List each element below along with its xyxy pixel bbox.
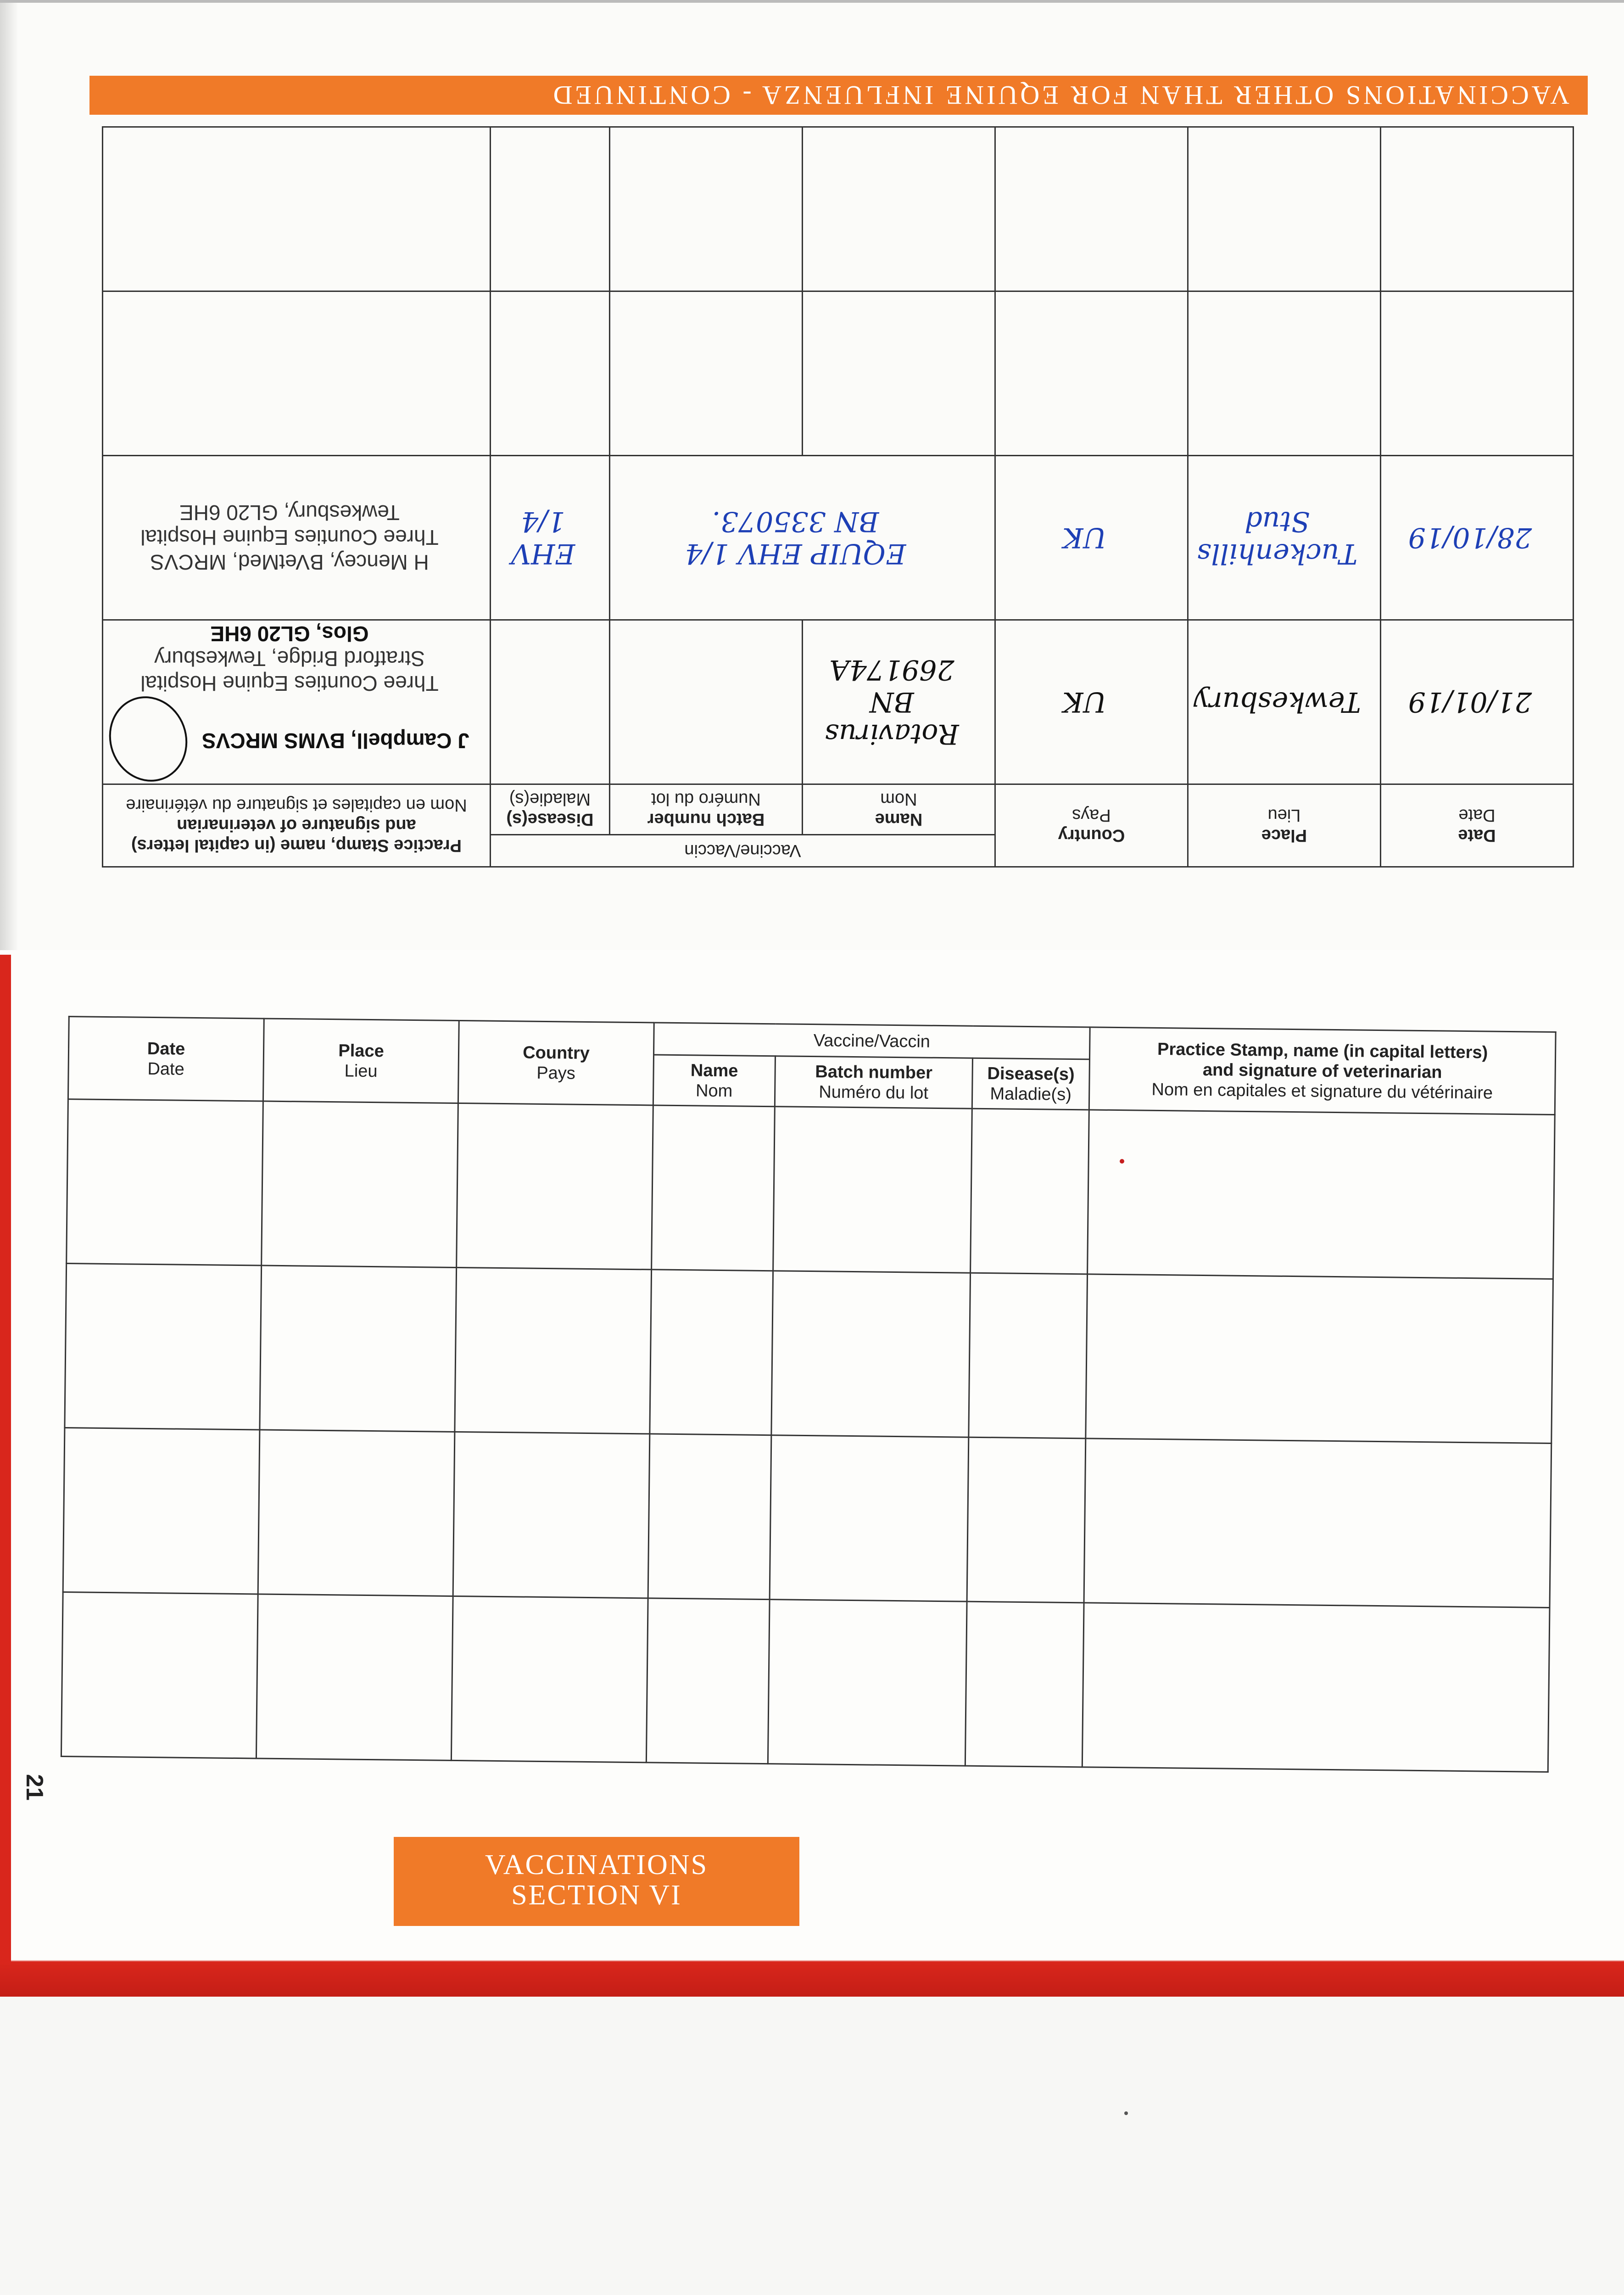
stamp-line: Three Counties Equine Hospital [140, 672, 439, 696]
cell-empty [258, 1430, 455, 1596]
speck-mark [1124, 2111, 1128, 2115]
table-row [102, 620, 1573, 784]
cell-disease: EHV 1/4 [490, 456, 609, 620]
col-name: Name Nom [653, 1055, 775, 1107]
page-shadow [0, 3, 18, 953]
cell-batch [610, 620, 803, 784]
col-date: Date Date [1381, 784, 1574, 867]
booklet-cover-edge [0, 1905, 1624, 1997]
cell-country: UK [995, 456, 1188, 620]
cell-practice-stamp [102, 456, 490, 620]
cell-name [803, 620, 995, 784]
cell-empty [1381, 127, 1574, 291]
section-tab [394, 1837, 799, 1926]
col-place: Place Lieu [1188, 784, 1381, 867]
cell-date: 21/01/19 [1381, 620, 1574, 784]
col-practice-stamp: Practice Stamp, name (in capital letters) and signature of veterinarian Nom en capitales et signature du vétérinaire [1089, 1027, 1556, 1115]
cell-empty [260, 1265, 457, 1432]
cell-disease [490, 620, 609, 784]
col-vaccine-group: Vaccine/Vaccin [490, 835, 995, 867]
cell-empty [1188, 127, 1381, 291]
bottom-vaccination-table-wrap [60, 1016, 1555, 1798]
cell-empty [1188, 291, 1381, 456]
cell-empty [65, 1264, 262, 1430]
cell-empty [652, 1105, 775, 1271]
col-name: Name Nom [803, 784, 995, 835]
cell-empty [995, 291, 1188, 456]
cell-empty [256, 1594, 453, 1760]
cell-empty [1086, 1274, 1553, 1444]
bottom-vaccination-table [61, 1016, 1557, 1773]
cell-date: 28/10/19 [1381, 456, 1574, 620]
cell-batch-text: BN 269174A [829, 654, 954, 718]
continued-banner: VACCINATIONS OTHER THAN FOR EQUINE INFLUENZA - CONTINUED [89, 76, 1588, 115]
cell-empty [457, 1103, 653, 1269]
table-row [65, 1264, 1553, 1444]
cell-empty [455, 1267, 652, 1433]
cell-empty [768, 1600, 967, 1766]
background-surface [0, 1960, 1624, 2295]
cell-empty [453, 1432, 650, 1598]
ink-dot-mark [1120, 1159, 1124, 1164]
stamp-line: H Mencey, BVetMed, MRCVS [150, 550, 429, 575]
header-row [102, 835, 1573, 867]
cell-name-text: EQUIP EHV 1/4 [685, 537, 906, 570]
section-tab-line: VACCINATIONS [485, 1849, 709, 1881]
col-place: Place Lieu [263, 1019, 459, 1103]
cell-empty [646, 1598, 770, 1764]
cell-empty [490, 291, 609, 456]
cell-empty [102, 291, 490, 456]
cell-country: UK [995, 620, 1188, 784]
cell-empty [451, 1596, 648, 1762]
col-vaccine-group: Vaccine/Vaccin [654, 1023, 1090, 1059]
cell-empty [1084, 1439, 1551, 1608]
cell-empty [967, 1437, 1086, 1603]
stamp-line: Glos, GL20 6HE [210, 622, 369, 646]
table-row [61, 1592, 1550, 1772]
cell-place: Tuckenhills Stud [1188, 456, 1381, 620]
top-vaccination-table-flipped [103, 80, 1574, 868]
cell-empty [1381, 291, 1574, 456]
cell-name [610, 456, 995, 620]
col-batch: Batch number Numéro du lot [610, 784, 803, 835]
cell-empty [1082, 1603, 1550, 1772]
stamp-line: Stratford Bridge, Tewkesbury [154, 647, 425, 671]
cell-empty [969, 1273, 1088, 1439]
cell-empty [102, 127, 490, 291]
cell-empty [971, 1108, 1089, 1274]
cell-empty [770, 1435, 969, 1601]
cell-empty [63, 1428, 260, 1594]
cell-empty [610, 127, 803, 291]
cell-empty [965, 1601, 1084, 1767]
cell-empty [803, 291, 995, 456]
col-practice-stamp: Practice Stamp, name (in capital letters) and signature of veterinarian Nom en capitales et signature du vétérinaire [102, 784, 490, 867]
cell-batch-text: BN 335073. [712, 505, 879, 538]
stamp-line: Tewkesbury, GL20 6HE [179, 501, 400, 525]
cell-empty [1088, 1110, 1555, 1279]
col-disease: Disease(s) Maladie(s) [490, 784, 609, 835]
cell-empty [650, 1270, 773, 1435]
cell-empty [803, 127, 995, 291]
cell-empty [262, 1101, 458, 1267]
cell-empty [67, 1099, 263, 1265]
booklet-cover-left-edge [0, 955, 11, 1965]
cell-place: Tewkesbury [1188, 620, 1381, 784]
table-row [102, 291, 1573, 456]
cell-empty [648, 1434, 771, 1600]
cell-empty [610, 291, 803, 456]
signature-mark [97, 685, 199, 793]
col-date: Date Date [68, 1017, 264, 1101]
col-disease: Disease(s) Maladie(s) [972, 1058, 1089, 1110]
section-tab-line: SECTION VI [511, 1880, 682, 1911]
cell-empty [771, 1271, 971, 1437]
top-vaccination-table [102, 126, 1574, 868]
col-batch: Batch number Numéro du lot [775, 1056, 972, 1108]
cell-name-text: Rotavirus [825, 718, 959, 750]
stamp-line: Three Counties Equine Hospital [140, 526, 439, 550]
cell-empty [995, 127, 1188, 291]
table-row [102, 127, 1573, 291]
cell-empty [61, 1592, 258, 1758]
table-row [102, 456, 1573, 620]
stamp-line: J Campbell, BVMS MRCVS [201, 729, 469, 753]
table-row [63, 1428, 1551, 1608]
cell-empty [773, 1107, 972, 1273]
col-country: Country Pays [995, 784, 1188, 867]
cell-practice-stamp [102, 620, 490, 784]
cell-empty [490, 127, 609, 291]
col-country: Country Pays [458, 1020, 654, 1105]
table-row [67, 1099, 1555, 1279]
page-number: 21 [21, 1774, 48, 1801]
